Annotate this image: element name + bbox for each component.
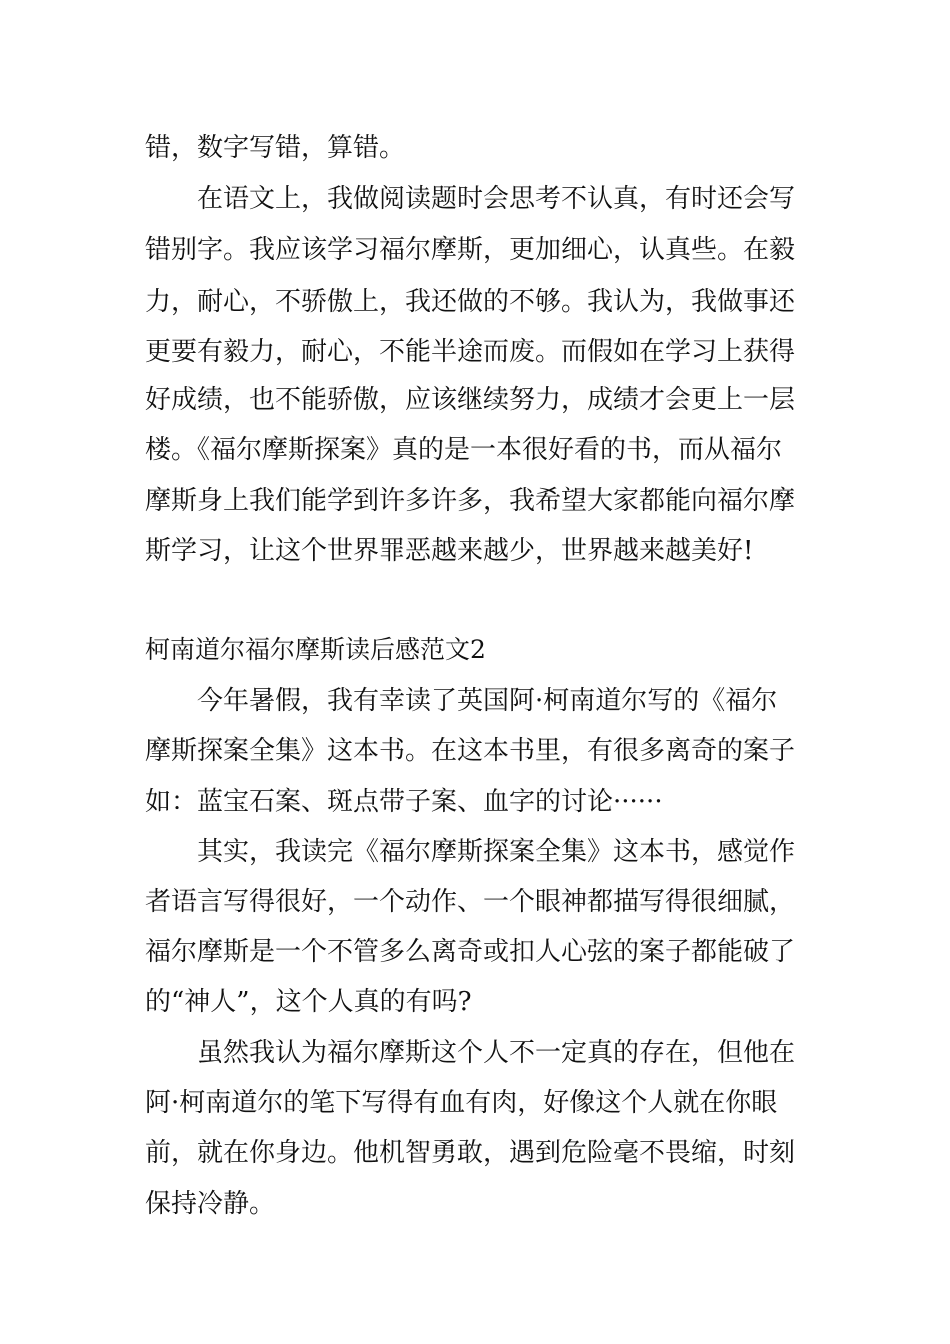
text-line: 的“神人”，这个人真的有吗? bbox=[145, 987, 472, 1017]
text-line: 前，就在你身边。他机智勇敢，遇到危险毫不畏缩，时刻 bbox=[145, 1138, 796, 1168]
text-line: 错，数字写错，算错。 bbox=[145, 133, 406, 163]
paragraph-first-line: 在语文上，我做阅读题时会思考不认真，有时还会写 bbox=[197, 184, 796, 214]
text-line: 保持冷静。 bbox=[145, 1189, 276, 1219]
text-line: 摩斯探案全集》这本书。在这本书里，有很多离奇的案子 bbox=[145, 736, 796, 766]
text-line: 楼。《福尔摩斯探案》真的是一本很好看的书，而从福尔 bbox=[145, 435, 783, 465]
text-line: 福尔摩斯是一个不管多么离奇或扣人心弦的案子都能破了 bbox=[145, 937, 796, 967]
text-line: 者语言写得很好，一个动作、一个眼神都描写得很细腻， bbox=[145, 887, 796, 917]
text-line: 摩斯身上我们能学到许多许多，我希望大家都能向福尔摩 bbox=[145, 486, 796, 516]
paragraph-first-line: 今年暑假，我有幸读了英国阿·柯南道尔写的《福尔 bbox=[197, 686, 778, 716]
paragraph-first-line: 其实，我读完《福尔摩斯探案全集》这本书，感觉作 bbox=[197, 837, 796, 867]
text-line: 如：蓝宝石案、斑点带子案、血字的讨论······ bbox=[145, 787, 663, 817]
text-line: 力，耐心，不骄傲上，我还做的不够。我认为，我做事还 bbox=[145, 287, 796, 317]
text-line: 阿·柯南道尔的笔下写得有血有肉，好像这个人就在你眼 bbox=[145, 1088, 778, 1118]
text-line: 更要有毅力，耐心，不能半途而废。而假如在学习上获得 bbox=[145, 337, 796, 367]
paragraph-first-line: 虽然我认为福尔摩斯这个人不一定真的存在，但他在 bbox=[197, 1038, 796, 1068]
text-line: 斯学习，让这个世界罪恶越来越少，世界越来越美好! bbox=[145, 536, 754, 566]
section-heading: 柯南道尔福尔摩斯读后感范文2 bbox=[145, 635, 486, 664]
text-line: 错别字。我应该学习福尔摩斯，更加细心，认真些。在毅 bbox=[145, 235, 796, 265]
text-line: 好成绩，也不能骄傲，应该继续努力，成绩才会更上一层 bbox=[145, 385, 796, 415]
